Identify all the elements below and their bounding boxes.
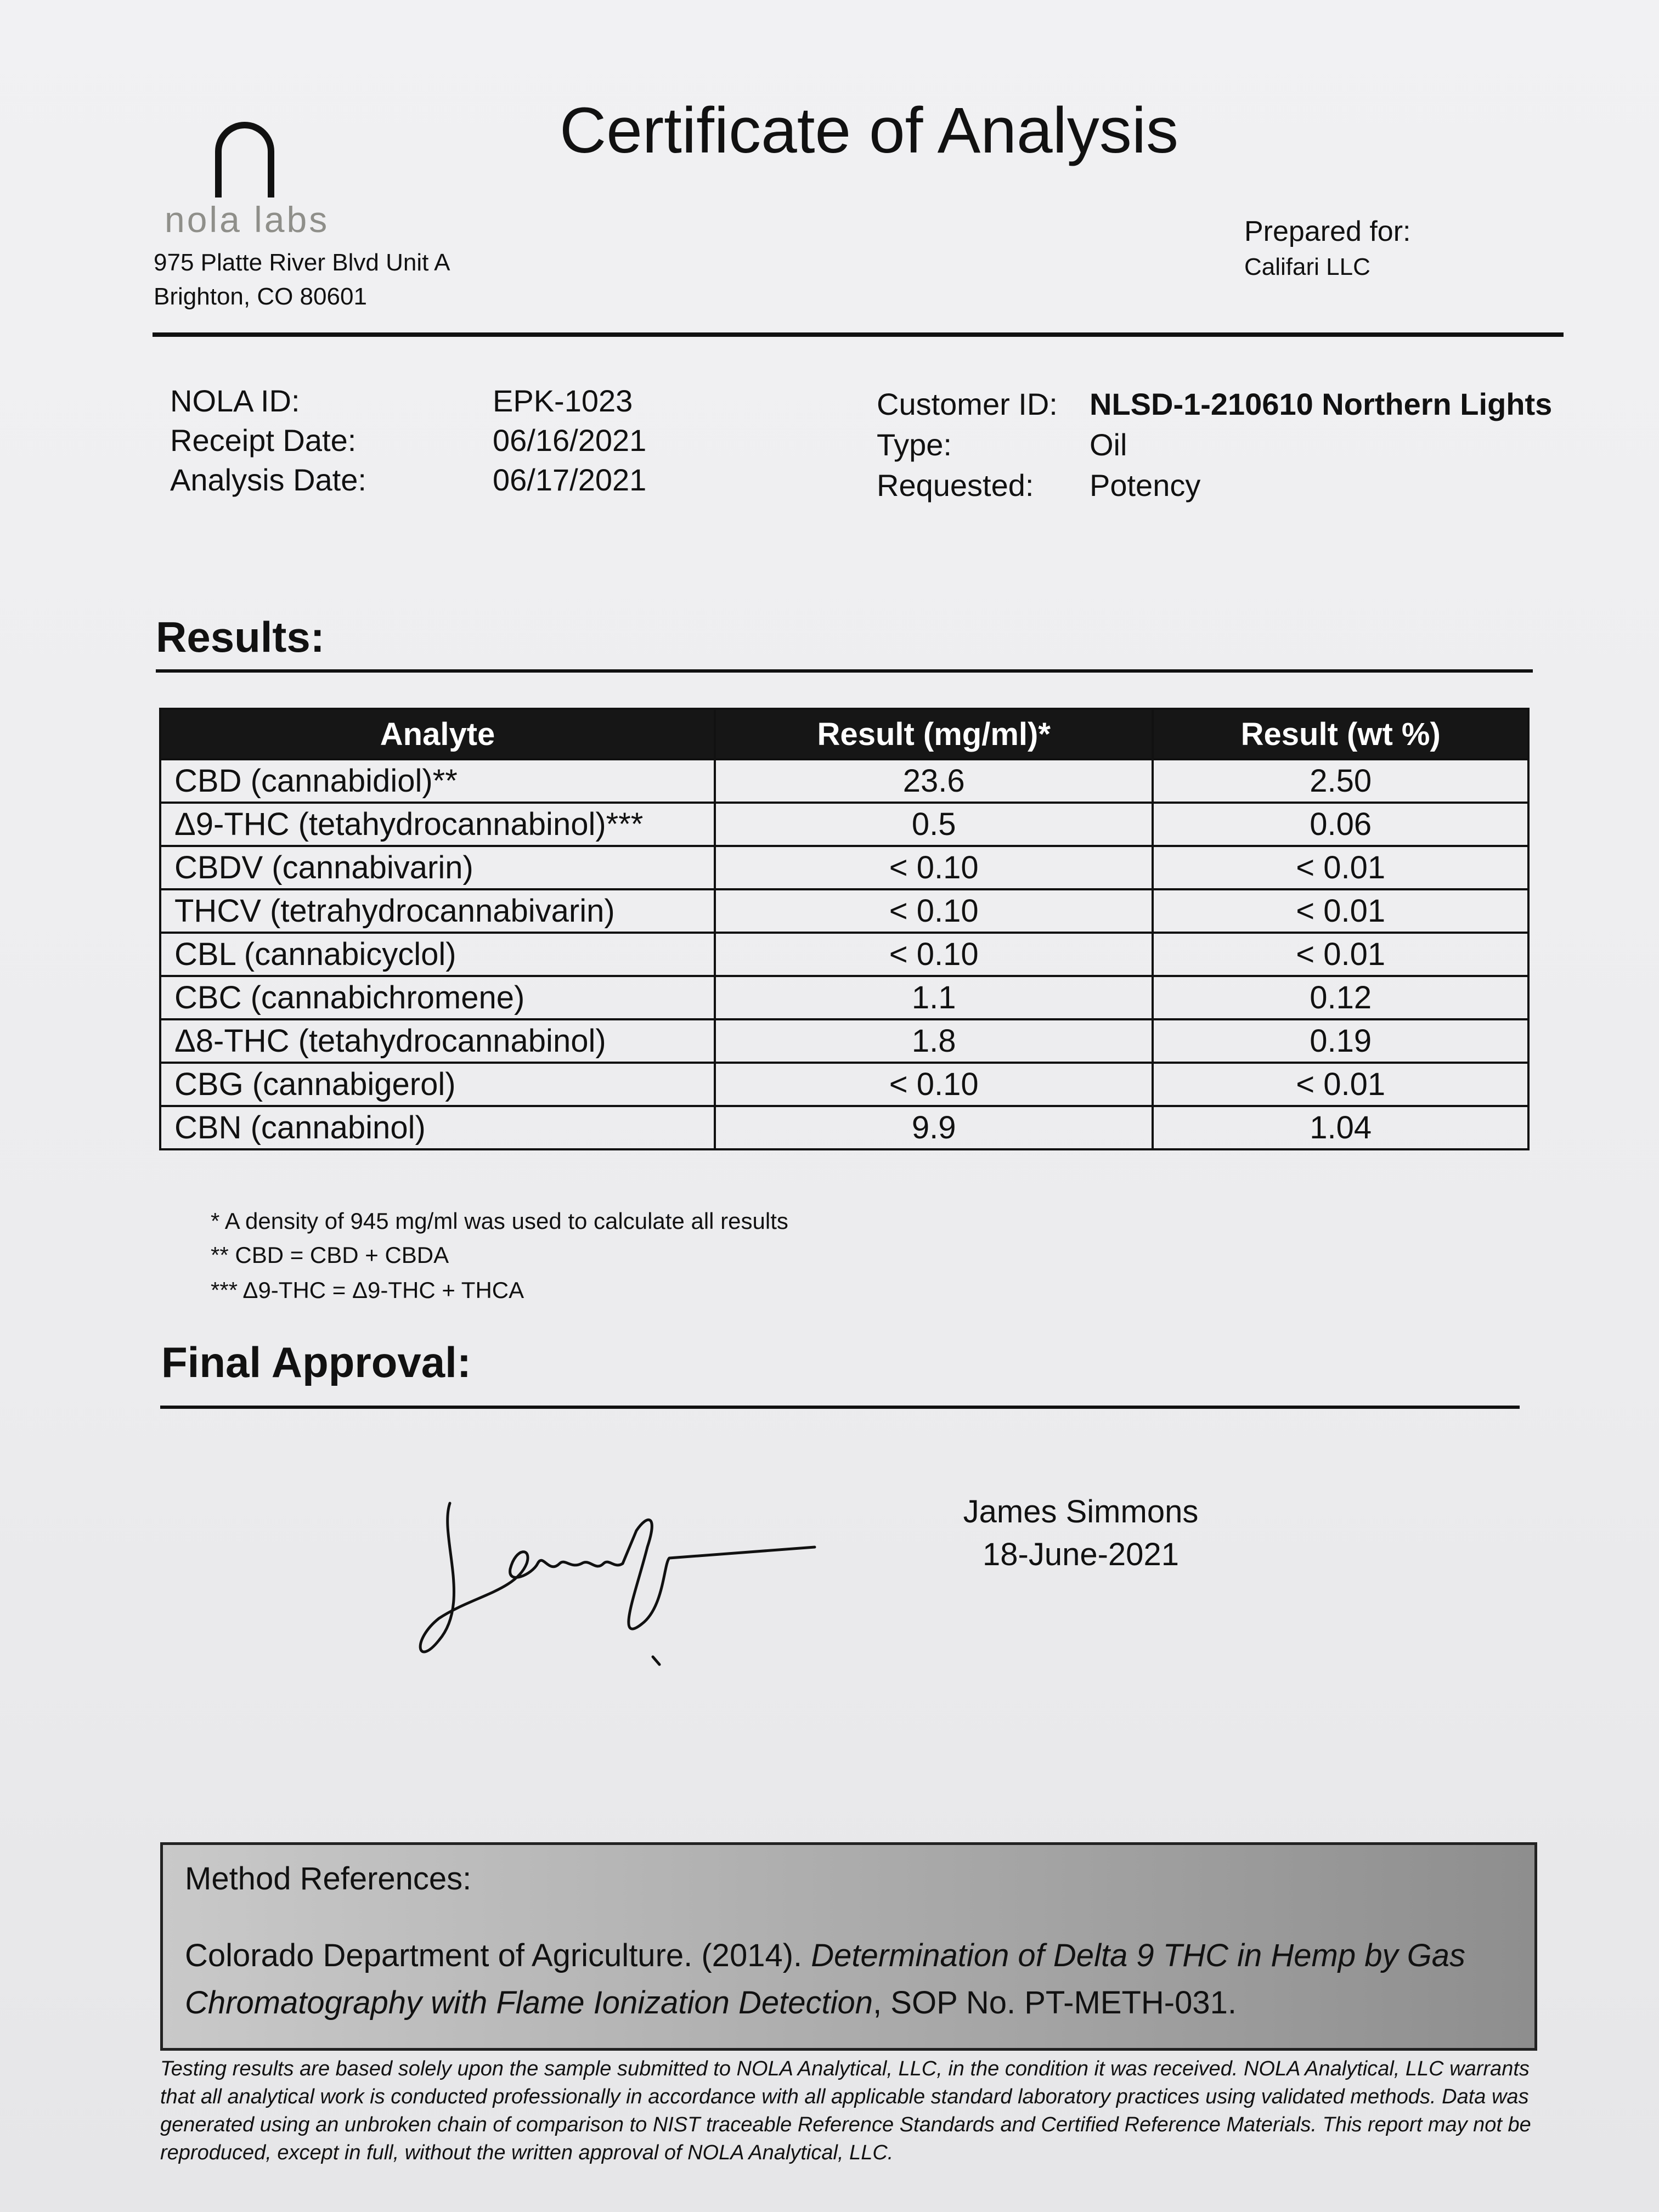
analysis-date-label: Analysis Date: (170, 462, 366, 497)
result-mgml-cell: 23.6 (715, 759, 1153, 803)
type-value: Oil (1090, 427, 1127, 462)
table-row (160, 976, 1528, 1019)
requested-value: Potency (1090, 468, 1201, 503)
result-mgml-cell: < 0.10 (715, 846, 1153, 889)
result-wt-cell: < 0.01 (1153, 933, 1528, 976)
table-row (160, 1019, 1528, 1063)
analyte-cell: CBG (cannabigerol) (160, 1063, 715, 1106)
analyte-cell: CBD (cannabidiol)** (160, 759, 715, 803)
result-mgml-cell: 9.9 (715, 1106, 1153, 1149)
prepared-for-value: Califari LLC (1244, 253, 1370, 280)
result-wt-cell: < 0.01 (1153, 1063, 1528, 1106)
analyte-cell: Δ8-THC (tetahydrocannabinol) (160, 1019, 715, 1063)
result-wt-cell: 0.12 (1153, 976, 1528, 1019)
logo-text: nola labs (165, 199, 330, 240)
nola-id-label: NOLA ID: (170, 383, 300, 418)
result-mgml-cell: 1.8 (715, 1019, 1153, 1063)
receipt-date-label: Receipt Date: (170, 423, 357, 458)
analyte-cell: CBL (cannabicyclol) (160, 933, 715, 976)
analyte-cell: CBN (cannabinol) (160, 1106, 715, 1149)
analyte-cell: Δ9-THC (tetahydrocannabinol)*** (160, 803, 715, 846)
result-wt-cell: 1.04 (1153, 1106, 1528, 1149)
signature-image (406, 1481, 834, 1679)
table-row (160, 803, 1528, 846)
analyte-cell: CBC (cannabichromene) (160, 976, 715, 1019)
final-approval-heading: Final Approval: (161, 1338, 471, 1386)
result-wt-cell: < 0.01 (1153, 846, 1528, 889)
header-divider (153, 332, 1564, 337)
table-row (160, 846, 1528, 889)
receipt-date-value: 06/16/2021 (493, 423, 647, 458)
table-header-row (160, 709, 1528, 759)
type-label: Type: (877, 427, 952, 462)
result-wt-cell: < 0.01 (1153, 889, 1528, 933)
approver-name: James Simmons (963, 1494, 1199, 1530)
analysis-date-value: 06/17/2021 (493, 462, 647, 497)
column-header-analyte: Analyte (160, 709, 715, 759)
footnote-cbd: ** CBD = CBD + CBDA (211, 1242, 449, 1268)
result-mgml-cell: < 0.10 (715, 933, 1153, 976)
method-references-box (160, 1842, 1537, 2051)
method-references-title: Method References: (185, 1861, 472, 1897)
approval-date: 18-June-2021 (983, 1537, 1179, 1572)
nola-id-value: EPK-1023 (493, 383, 633, 418)
customer-id-label: Customer ID: (877, 387, 1058, 421)
result-mgml-cell: 0.5 (715, 803, 1153, 846)
table-row (160, 759, 1528, 803)
address-line-1: 975 Platte River Blvd Unit A (154, 249, 450, 276)
table-row (160, 933, 1528, 976)
citation-suffix: , SOP No. PT-METH-031. (873, 1985, 1237, 2021)
table-row (160, 889, 1528, 933)
analyte-cell: CBDV (cannabivarin) (160, 846, 715, 889)
method-citation (185, 1932, 1513, 2027)
column-header-result-mgml: Result (mg/ml)* (715, 709, 1153, 759)
result-mgml-cell: 1.1 (715, 976, 1153, 1019)
requested-label: Requested: (877, 468, 1034, 503)
customer-id-value: NLSD-1-210610 Northern Lights (1090, 387, 1553, 421)
prepared-for-label: Prepared for: (1244, 216, 1411, 247)
result-wt-cell: 0.06 (1153, 803, 1528, 846)
disclaimer-text: Testing results are based solely upon the sample submitted to NOLA Analytical, LLC, in the condition it was received. NOLA Analytical, LLC warrants that all analytical work is conducted professionally in accordance with all applicable standard laboratory practices using validated methods. Data was generated using an unbroken chain of comparison to NIST traceable Reference Standards and Certified Reference Materials. This report may not be reproduced, except in full, without the written approval of NOLA Analytical, LLC. (160, 2057, 1531, 2164)
results-heading: Results: (156, 613, 325, 661)
result-wt-cell: 0.19 (1153, 1019, 1528, 1063)
approval-divider (160, 1406, 1520, 1409)
result-mgml-cell: < 0.10 (715, 1063, 1153, 1106)
results-table (159, 708, 1530, 1150)
table-row (160, 1063, 1528, 1106)
nola-labs-logo-icon (215, 122, 274, 198)
footnote-density: * A density of 945 mg/ml was used to calculate all results (211, 1208, 788, 1234)
result-wt-cell: 2.50 (1153, 759, 1528, 803)
result-mgml-cell: < 0.10 (715, 889, 1153, 933)
citation-title: Determination of Delta 9 THC in Hemp by Gas Chromatography with Flame Ionization Detection (185, 1938, 1465, 2021)
results-divider (156, 669, 1533, 673)
table-row (160, 1106, 1528, 1149)
footnote-thc: *** Δ9-THC = Δ9-THC + THCA (211, 1277, 524, 1303)
column-header-result-wt: Result (wt %) (1153, 709, 1528, 759)
citation-prefix: Colorado Department of Agriculture. (2014). (185, 1938, 811, 1973)
analyte-cell: THCV (tetrahydrocannabivarin) (160, 889, 715, 933)
address-line-2: Brighton, CO 80601 (154, 283, 367, 310)
page-title: Certificate of Analysis (560, 94, 1179, 167)
